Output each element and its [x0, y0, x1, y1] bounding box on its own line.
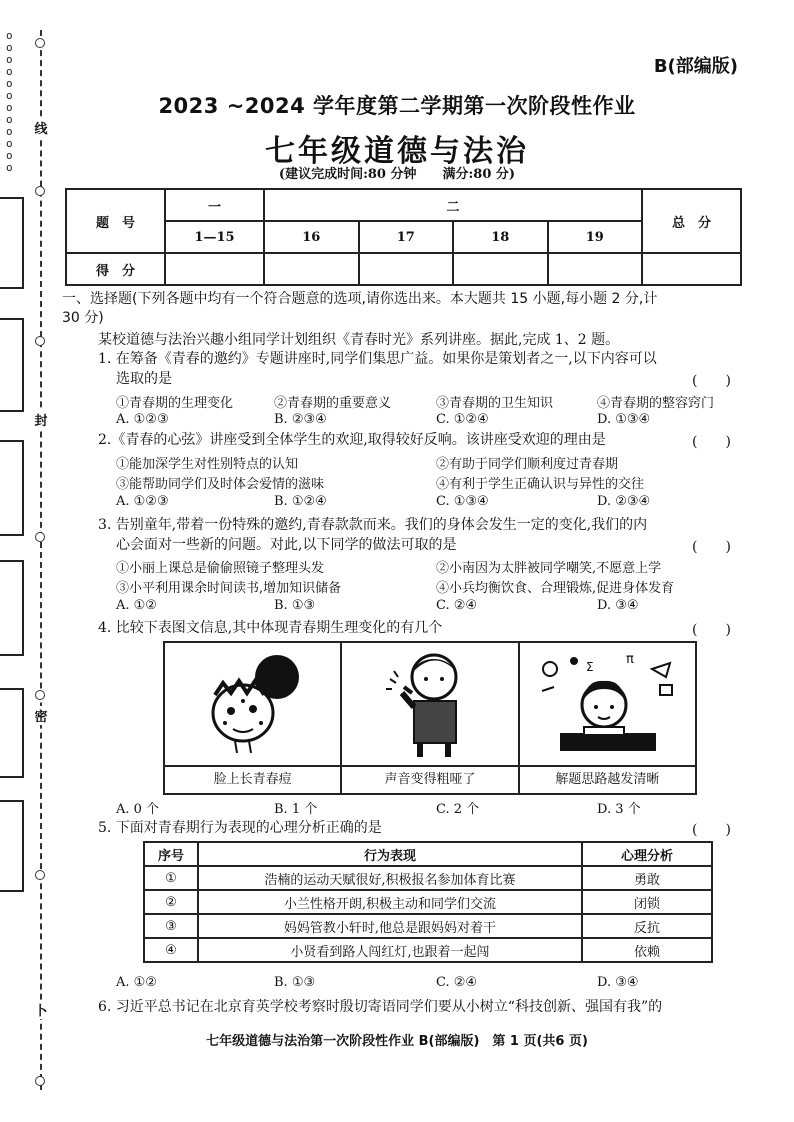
- school-field-box: [0, 440, 24, 536]
- score-q16: 16: [264, 221, 359, 253]
- q3-choice-b[interactable]: B. ①③: [274, 598, 316, 613]
- q5-choice-c[interactable]: C. ②④: [436, 975, 478, 990]
- q5-row-number: ②: [144, 890, 198, 914]
- score-table: [65, 188, 742, 286]
- picture-cell-thinking: [520, 643, 695, 793]
- q5-row-number: ①: [144, 866, 198, 890]
- q5-row-number: ④: [144, 938, 198, 962]
- score-cell[interactable]: [165, 253, 264, 285]
- question-intro: 某校道德与法治兴趣小组同学计划组织《青春时光》系列讲座。据此,完成 1、2 题。: [98, 332, 620, 348]
- picture-caption: 解题思路越发清晰: [520, 765, 695, 793]
- cut-label-xia: 卜: [34, 1000, 48, 1019]
- section-heading: 一、选择题(下列各题中均有一个符合题意的选项,请你选出来。本大题共 15 小题,每小题 2 分,计: [62, 291, 658, 307]
- q5-header-analysis: 心理分析: [582, 842, 712, 866]
- cut-circle-icon: [35, 1076, 45, 1086]
- q1-choice-d[interactable]: D. ①③④: [597, 412, 651, 427]
- score-part-two: 二: [264, 189, 642, 221]
- q5-row-analysis: 勇敢: [582, 866, 712, 890]
- q1-item: ④青春期的整容窍门: [597, 396, 715, 411]
- edition-label: B(部编版): [653, 56, 738, 77]
- q3-item: ④小兵均衡饮食、合理锻炼,促进身体发育: [436, 581, 675, 596]
- q3-item: ①小丽上课总是偷偷照镜子整理头发: [116, 561, 325, 576]
- svg-text:π: π: [625, 652, 634, 667]
- svg-text:Σ: Σ: [585, 660, 594, 674]
- cut-label-mi: 密: [34, 706, 48, 725]
- q1-answer-blank[interactable]: ( ): [692, 373, 731, 389]
- q5-choice-d[interactable]: D. ③④: [597, 975, 639, 990]
- q3-item: ②小南因为太胖被同学嘲笑,不愿意上学: [436, 561, 662, 576]
- q5-row-behavior: 妈妈管教小轩时,他总是跟妈妈对着干: [198, 914, 582, 938]
- time-and-score-note: (建议完成时间:80 分钟 满分:80 分): [278, 167, 516, 182]
- q4-stem: 4. 比较下表图文信息,其中体现青春期生理变化的有几个: [98, 620, 443, 636]
- score-cell[interactable]: [642, 253, 741, 285]
- boy-hoarse-voice-illustration: [342, 643, 518, 763]
- score-cell[interactable]: [264, 253, 359, 285]
- q5-row-analysis: 反抗: [582, 914, 712, 938]
- q4-choice-b[interactable]: B. 1 个: [274, 802, 318, 817]
- q2-answer-blank[interactable]: ( ): [692, 434, 731, 450]
- table-row: [144, 938, 712, 962]
- cut-circle-icon: [35, 532, 45, 542]
- picture-caption: 声音变得粗哑了: [342, 765, 517, 793]
- class-field-box: [0, 318, 24, 412]
- q2-choice-b[interactable]: B. ①②④: [274, 494, 327, 509]
- q1-item: ③青春期的卫生知识: [436, 396, 554, 411]
- q1-choice-b[interactable]: B. ②③④: [274, 412, 327, 427]
- q5-choice-b[interactable]: B. ①③: [274, 975, 316, 990]
- score-cell[interactable]: [453, 253, 548, 285]
- q5-table: [143, 841, 713, 963]
- q2-item: ④有利于学生正确认识与异性的交往: [436, 477, 645, 492]
- table-row: [144, 914, 712, 938]
- q2-choice-d[interactable]: D. ②③④: [597, 494, 651, 509]
- exam-number-field-box: [0, 560, 24, 656]
- name-field-box: [0, 197, 24, 289]
- cut-circle-icon: [35, 186, 45, 196]
- picture-cell-voice: [342, 643, 519, 793]
- score-q18: 18: [453, 221, 548, 253]
- table-row: [144, 890, 712, 914]
- score-q19: 19: [548, 221, 643, 253]
- cut-circle-icon: [35, 870, 45, 880]
- q4-choice-d[interactable]: D. 3 个: [597, 802, 641, 817]
- q6-stem: 6. 习近平总书记在北京育英学校考察时殷切寄语同学们要从小树立“科技创新、强国有我”的: [98, 999, 663, 1015]
- room-field-box: [0, 800, 24, 892]
- girl-solving-problems-illustration: [520, 643, 696, 763]
- score-table-header: 题 号: [66, 189, 165, 253]
- table-row: [144, 866, 712, 890]
- section-heading-cont: 30 分): [62, 310, 104, 326]
- q1-choice-c[interactable]: C. ①②④: [436, 412, 489, 427]
- seat-field-box: [0, 688, 24, 778]
- q4-picture-table: [163, 641, 697, 795]
- q5-row-analysis: 依赖: [582, 938, 712, 962]
- q5-row-behavior: 浩楠的运动天赋很好,积极报名参加体育比赛: [198, 866, 582, 890]
- q5-stem: 5. 下面对青春期行为表现的心理分析正确的是: [98, 820, 382, 836]
- score-cell[interactable]: [548, 253, 643, 285]
- q3-choice-c[interactable]: C. ②④: [436, 598, 478, 613]
- q3-answer-blank[interactable]: ( ): [692, 539, 731, 555]
- cut-circle-icon: [35, 690, 45, 700]
- q1-choice-a[interactable]: A. ①②③: [116, 412, 169, 427]
- score-row-label: 得 分: [66, 253, 165, 285]
- score-part-one: 一: [165, 189, 264, 221]
- page-footer: 七年级道德与法治第一次阶段性作业 B(部编版) 第 1 页(共6 页): [206, 1034, 588, 1049]
- q2-item: ①能加深学生对性别特点的认知: [116, 457, 299, 472]
- q5-choice-a[interactable]: A. ①②: [116, 975, 157, 990]
- perforation-dots: o o o o o o o o o o o o: [6, 29, 13, 174]
- acne-face-illustration: [165, 643, 341, 763]
- q5-row-number: ③: [144, 914, 198, 938]
- q1-stem: 1. 在筹备《青春的邀约》专题讲座时,同学们集思广益。如果你是策划者之一,以下内容可以: [98, 351, 657, 367]
- exam-title: 2023 ~2024 学年度第二学期第一次阶段性作业: [158, 94, 636, 118]
- q5-row-behavior: 小贤看到路人闯红灯,也跟着一起闯: [198, 938, 582, 962]
- q4-answer-blank[interactable]: ( ): [692, 622, 731, 638]
- picture-cell-acne: [165, 643, 342, 793]
- q2-choice-c[interactable]: C. ①③④: [436, 494, 489, 509]
- q5-header-number: 序号: [144, 842, 198, 866]
- q3-choice-d[interactable]: D. ③④: [597, 598, 639, 613]
- q1-item: ②青春期的重要意义: [274, 396, 392, 411]
- score-total-header: 总 分: [642, 189, 741, 253]
- q1-item: ①青春期的生理变化: [116, 396, 234, 411]
- cut-label-xian: 线: [34, 118, 48, 137]
- q4-choice-a[interactable]: A. 0 个: [116, 802, 160, 817]
- q3-stem: 3. 告别童年,带着一份特殊的邀约,青春款款而来。我们的身体会发生一定的变化,我们的内: [98, 517, 648, 533]
- cut-label-feng: 封: [34, 410, 48, 429]
- q4-choice-c[interactable]: C. 2 个: [436, 802, 480, 817]
- q2-item: ③能帮助同学们及时体会爱情的滋味: [116, 477, 325, 492]
- q5-row-behavior: 小兰性格开朗,积极主动和同学们交流: [198, 890, 582, 914]
- score-q17: 17: [359, 221, 454, 253]
- q5-row-analysis: 闭锁: [582, 890, 712, 914]
- q5-header-behavior: 行为表现: [198, 842, 582, 866]
- q3-choice-a[interactable]: A. ①②: [116, 598, 157, 613]
- q3-stem-cont: 心会面对一些新的问题。对此,以下同学的做法可取的是: [116, 537, 457, 553]
- q3-item: ③小平利用课余时间读书,增加知识储备: [116, 581, 342, 596]
- picture-caption: 脸上长青春痘: [165, 765, 340, 793]
- cut-circle-icon: [35, 336, 45, 346]
- q1-stem-cont: 选取的是: [116, 371, 172, 387]
- q2-stem: 2.《青春的心弦》讲座受到全体学生的欢迎,取得较好反响。该讲座受欢迎的理由是: [98, 432, 606, 448]
- subject-title: 七年级道德与法治: [265, 134, 529, 169]
- score-cell[interactable]: [359, 253, 454, 285]
- score-range: 1—15: [165, 221, 264, 253]
- q5-answer-blank[interactable]: ( ): [692, 822, 731, 838]
- cut-circle-icon: [35, 38, 45, 48]
- q2-item: ②有助于同学们顺利度过青春期: [436, 457, 619, 472]
- q2-choice-a[interactable]: A. ①②③: [116, 494, 169, 509]
